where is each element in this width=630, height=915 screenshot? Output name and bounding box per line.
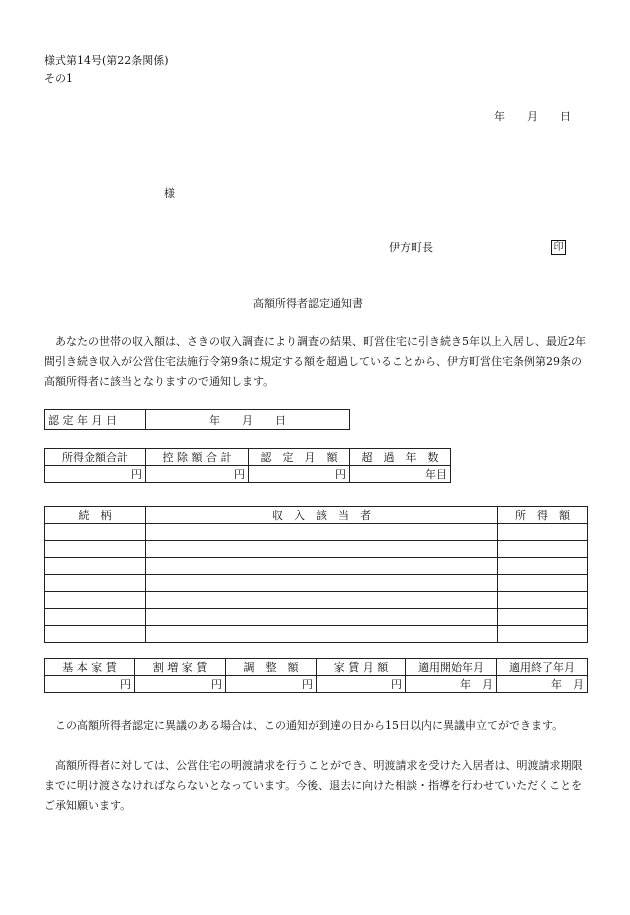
unit-cell: 円	[249, 466, 350, 483]
issue-date: 年 月 日	[494, 110, 571, 123]
unit-cell: 円	[45, 676, 135, 693]
table-row	[45, 626, 588, 643]
header-cell: 認 定 月 額	[249, 449, 350, 466]
income-table	[44, 448, 451, 483]
table-row	[45, 558, 588, 575]
header-cell: 家 賃 月 額	[317, 659, 406, 676]
seal-icon: 印	[551, 240, 566, 255]
eviction-note: 高額所得者に対しては、公営住宅の明渡請求を行うことができ、明渡請求を受けた入居者は、明渡請求期限までに明け渡さなければならないとなっています。今後、退去に向けた相談・指導を行わせていただくことをご承知願います。	[44, 759, 583, 812]
issuer-name: 伊方町長	[389, 241, 433, 254]
table-row	[45, 524, 588, 541]
header-cell: 調 整 額	[226, 659, 317, 676]
header-cell: 所得金額合計	[45, 449, 146, 466]
header-cell: 基 本 家 賃	[45, 659, 135, 676]
unit-cell: 年 月	[497, 676, 588, 693]
unit-cell: 年目	[350, 466, 451, 483]
cert-date-label: 認 定 年 月 日	[45, 410, 146, 430]
table-row	[45, 541, 588, 558]
table-row	[45, 575, 588, 592]
table-row	[45, 609, 588, 626]
form-sub-number: その1	[44, 72, 73, 85]
objection-note: この高額所得者認定に異議のある場合は、この通知が到達の日から15日以内に異議申立てができます。	[44, 719, 564, 732]
addressee-suffix: 様	[164, 187, 175, 200]
notice-body: あなたの世帯の収入額は、さきの収入調査により調査の結果、町営住宅に引き続き5年以上入居し、最近2年間引き続き収入が公営住宅法施行令第9条に規定する額を超過していることから、伊方町営住宅条例第29条の高額所得者に該当となりますので通知します。	[44, 335, 586, 388]
header-cell: 割 増 家 賃	[135, 659, 226, 676]
header-cell: 適用開始年月	[406, 659, 497, 676]
table-row	[45, 659, 588, 676]
unit-cell: 年 月	[406, 676, 497, 693]
certification-date-table	[44, 409, 350, 430]
unit-cell: 円	[146, 466, 249, 483]
document-title: 高額所得者認定通知書	[253, 297, 363, 310]
header-cell: 続 柄	[45, 507, 146, 524]
unit-cell: 円	[317, 676, 406, 693]
table-row	[45, 449, 451, 466]
header-cell: 所 得 額	[498, 507, 588, 524]
header-cell: 適用終了年月	[497, 659, 588, 676]
unit-cell: 円	[135, 676, 226, 693]
cert-date-value: 年 月 日	[146, 410, 350, 430]
header-cell: 収 入 該 当 者	[146, 507, 498, 524]
table-row	[45, 676, 588, 693]
form-number: 様式第14号(第22条関係)	[44, 54, 169, 67]
income-member-table	[44, 506, 588, 643]
unit-cell: 円	[45, 466, 146, 483]
header-cell: 控 除 額 合 計	[146, 449, 249, 466]
table-row	[45, 507, 588, 524]
header-cell: 超 過 年 数	[350, 449, 451, 466]
rent-table	[44, 658, 588, 693]
unit-cell: 円	[226, 676, 317, 693]
table-row	[45, 466, 451, 483]
table-row	[45, 592, 588, 609]
